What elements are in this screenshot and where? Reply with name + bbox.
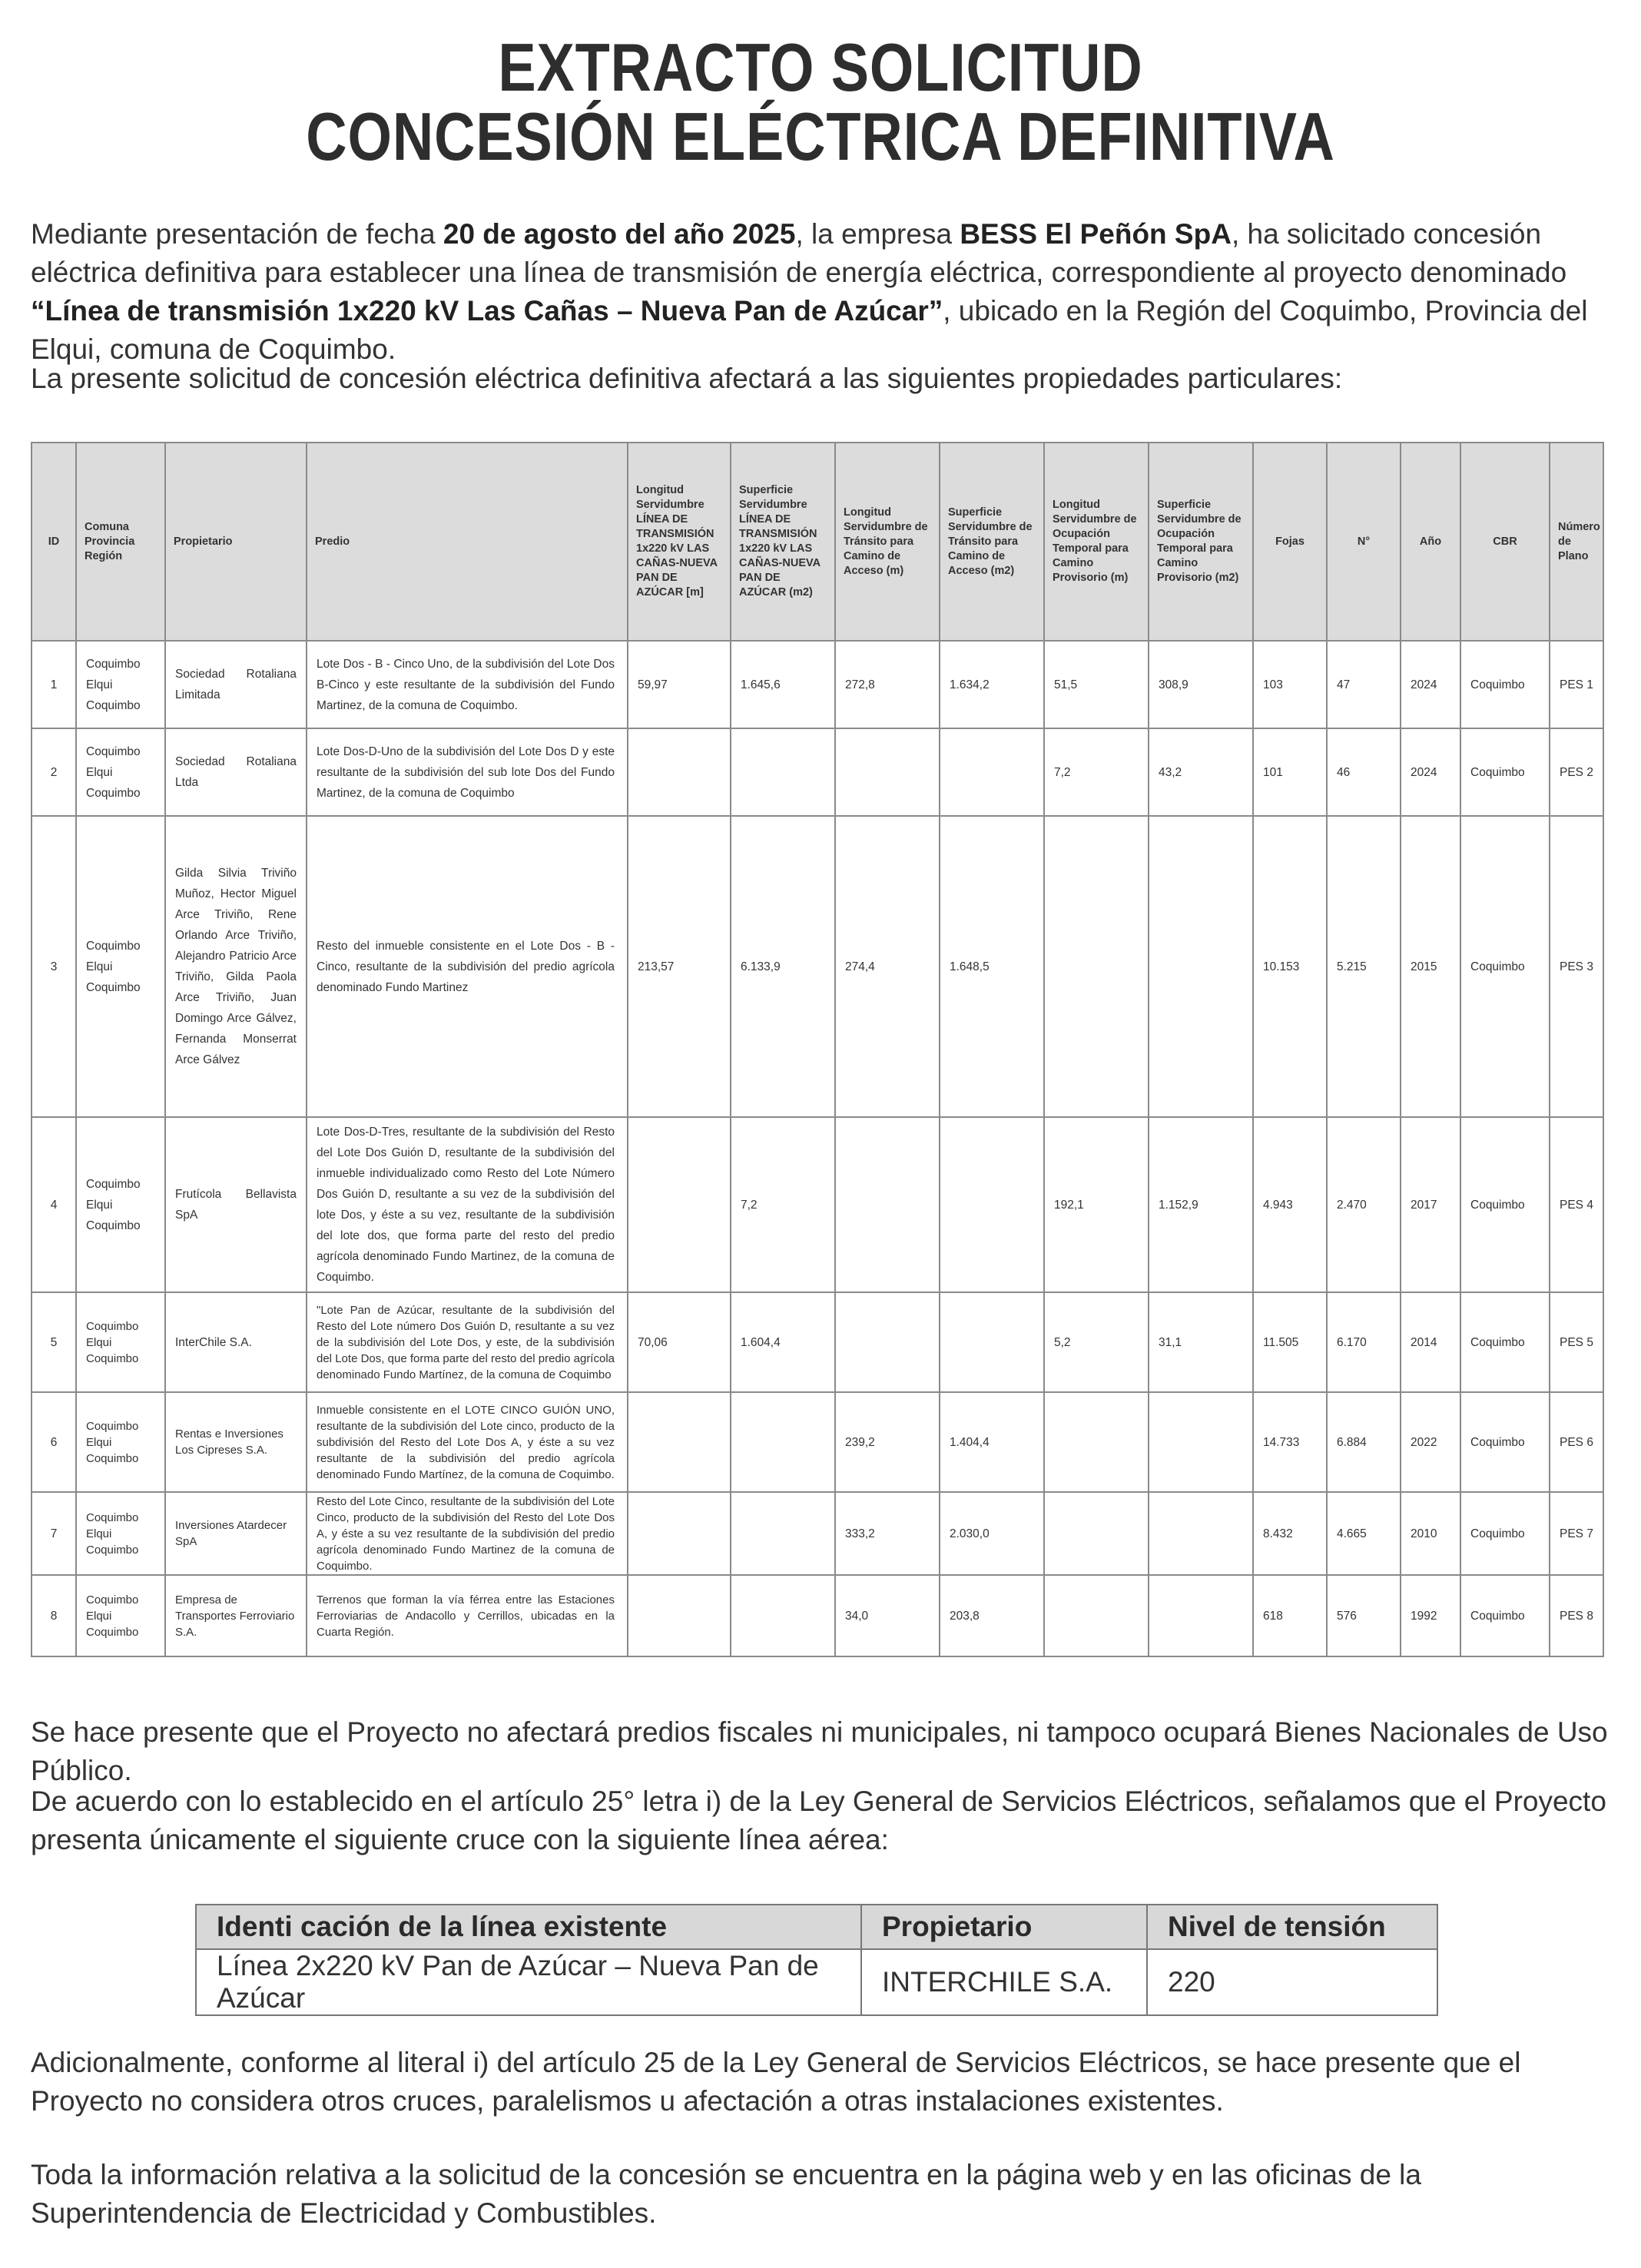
cell-plano: PES 8 <box>1550 1575 1603 1656</box>
cell-long-serv <box>628 1117 731 1292</box>
cell-plano: PES 3 <box>1550 816 1603 1117</box>
table-row <box>31 1492 1603 1575</box>
cell-comuna: Coquimbo Elqui Coquimbo <box>76 641 165 728</box>
cell-propietario: Sociedad Rotaliana Ltda <box>165 728 307 816</box>
cell-long-transito <box>835 1117 940 1292</box>
cell-sup-temporal: 31,1 <box>1149 1292 1253 1392</box>
title-line-1: EXTRACTO SOLICITUD <box>498 29 1143 105</box>
cell-long-temporal: 7,2 <box>1044 728 1149 816</box>
crossing-table <box>195 1904 1438 2016</box>
crossing-header-linea: Identi cación de la línea existente <box>196 1905 861 1949</box>
cell-long-temporal <box>1044 816 1149 1117</box>
cell-long-serv <box>628 728 731 816</box>
cell-plano: PES 1 <box>1550 641 1603 728</box>
cell-comuna: Coquimbo Elqui Coquimbo <box>76 1292 165 1392</box>
cell-fojas: 14.733 <box>1253 1392 1327 1492</box>
cell-fojas: 101 <box>1253 728 1327 816</box>
cell-comuna: Coquimbo Elqui Coquimbo <box>76 728 165 816</box>
cell-long-temporal <box>1044 1575 1149 1656</box>
table-row <box>31 1292 1603 1392</box>
cell-sup-transito: 1.648,5 <box>940 816 1044 1117</box>
cell-numero: 576 <box>1327 1575 1401 1656</box>
cell-sup-temporal <box>1149 1392 1253 1492</box>
cell-comuna: Coquimbo Elqui Coquimbo <box>76 1492 165 1575</box>
cell-long-transito <box>835 728 940 816</box>
cell-long-serv: 59,97 <box>628 641 731 728</box>
table-row <box>31 728 1603 816</box>
table-row <box>31 1117 1603 1292</box>
col-header-sup-serv: Superficie Servidumbre LÍNEA DE TRANSMISIÓN 1x220 kV LAS CAÑAS-NUEVA PAN DE AZÚCAR (m2) <box>731 443 835 641</box>
project-name: “Línea de transmisión 1x220 kV Las Cañas – Nueva Pan de Azúcar” <box>31 295 943 327</box>
cell-plano: PES 7 <box>1550 1492 1603 1575</box>
cell-long-temporal: 5,2 <box>1044 1292 1149 1392</box>
cell-comuna: Coquimbo Elqui Coquimbo <box>76 1392 165 1492</box>
cell-id: 4 <box>31 1117 76 1292</box>
cell-sup-transito <box>940 1292 1044 1392</box>
cell-propietario: InterChile S.A. <box>165 1292 307 1392</box>
cell-fojas: 10.153 <box>1253 816 1327 1117</box>
cell-comuna: Coquimbo Elqui Coquimbo <box>76 816 165 1117</box>
cell-anio: 2022 <box>1401 1392 1460 1492</box>
cell-cbr: Coquimbo <box>1460 1117 1550 1292</box>
intro-text-a: Mediante presentación de fecha <box>31 218 443 250</box>
cell-propietario: Sociedad Rotaliana Limitada <box>165 641 307 728</box>
table-row <box>31 641 1603 728</box>
col-header-long-temporal: Longitud Servidumbre de Ocupación Temporal para Camino Provisorio (m) <box>1044 443 1149 641</box>
crossing-header-row <box>196 1905 1437 1949</box>
cell-id: 3 <box>31 816 76 1117</box>
cell-numero: 6.884 <box>1327 1392 1401 1492</box>
cell-predio: Inmueble consistente en el LOTE CINCO GUIÓN UNO, resultante de la subdivisión del Lote cinco, producto de la subdivisión del Resto del Lote Dos A, y éste a su vez resultante de la subdivisión del predio agrícola denominado Fundo Martínez, de la comuna de Coquimbo. <box>307 1392 628 1492</box>
cell-sup-temporal <box>1149 1575 1253 1656</box>
cell-sup-serv: 1.604,4 <box>731 1292 835 1392</box>
cell-sup-serv <box>731 1575 835 1656</box>
cell-sup-temporal: 1.152,9 <box>1149 1117 1253 1292</box>
crossing-row <box>196 1949 1437 2015</box>
cell-id: 8 <box>31 1575 76 1656</box>
cell-plano: PES 5 <box>1550 1292 1603 1392</box>
cell-sup-transito: 203,8 <box>940 1575 1044 1656</box>
cell-long-transito <box>835 1292 940 1392</box>
cell-long-serv <box>628 1392 731 1492</box>
cell-plano: PES 6 <box>1550 1392 1603 1492</box>
cell-long-serv: 213,57 <box>628 816 731 1117</box>
cell-numero: 5.215 <box>1327 816 1401 1117</box>
cell-long-transito: 239,2 <box>835 1392 940 1492</box>
col-header-plano: Número de Plano <box>1550 443 1603 641</box>
cell-sup-temporal: 43,2 <box>1149 728 1253 816</box>
cell-propietario: Rentas e Inversiones Los Cipreses S.A. <box>165 1392 307 1492</box>
col-header-comuna: Comuna Provincia Región <box>76 443 165 641</box>
cell-cbr: Coquimbo <box>1460 1392 1550 1492</box>
col-header-fojas: Fojas <box>1253 443 1327 641</box>
cell-numero: 46 <box>1327 728 1401 816</box>
cell-fojas: 8.432 <box>1253 1492 1327 1575</box>
cell-id: 5 <box>31 1292 76 1392</box>
request-date: 20 de agosto del año 2025 <box>443 218 796 250</box>
cell-cbr: Coquimbo <box>1460 641 1550 728</box>
crossing-cell-linea: Línea 2x220 kV Pan de Azúcar – Nueva Pan de Azúcar <box>196 1949 861 2015</box>
cell-sup-transito: 2.030,0 <box>940 1492 1044 1575</box>
col-header-id: ID <box>31 443 76 641</box>
cell-anio: 2015 <box>1401 816 1460 1117</box>
cell-id: 2 <box>31 728 76 816</box>
cell-propietario: Empresa de Transportes Ferroviario S.A. <box>165 1575 307 1656</box>
cell-cbr: Coquimbo <box>1460 1492 1550 1575</box>
intro-text-c: , ha solicitado concesión eléctrica definitiva para establecer una línea de transmisión de energía eléctrica, correspondiente al proyecto denominado <box>31 218 1567 288</box>
cell-sup-serv: 7,2 <box>731 1117 835 1292</box>
cell-propietario: Inversiones Atardecer SpA <box>165 1492 307 1575</box>
cell-cbr: Coquimbo <box>1460 728 1550 816</box>
cell-predio: Lote Dos-D-Uno de la subdivisión del Lote Dos D y este resultante de la subdivisión del sub lote Dos del Fundo Martinez, de la comuna de Coquimbo <box>307 728 628 816</box>
cell-predio: Lote Dos - B - Cinco Uno, de la subdivisión del Lote Dos B-Cinco y este resultante de la subdivisión del Fundo Martinez, de la comuna de Coquimbo. <box>307 641 628 728</box>
cell-anio: 1992 <box>1401 1575 1460 1656</box>
company-name: BESS El Peñón SpA <box>960 218 1232 250</box>
cell-long-transito: 274,4 <box>835 816 940 1117</box>
table-header-row <box>31 443 1603 641</box>
additional-note: Adicionalmente, conforme al literal i) del artículo 25 de la Ley General de Servicios Eléctricos, se hace presente que el Proyecto no considera otros cruces, paralelismos u afectación a otras instalaciones existentes. <box>31 2047 1521 2117</box>
crossing-intro: De acuerdo con lo establecido en el artículo 25° letra i) de la Ley General de Servicios Eléctricos, señalamos que el Proyecto presenta únicamente el siguiente cruce con la siguiente línea aérea: <box>31 1786 1606 1855</box>
col-header-numero: N° <box>1327 443 1401 641</box>
crossing-header-propietario: Propietario <box>861 1905 1147 1949</box>
col-header-cbr: CBR <box>1460 443 1550 641</box>
cell-long-temporal <box>1044 1392 1149 1492</box>
col-header-anio: Año <box>1401 443 1460 641</box>
cell-long-transito: 333,2 <box>835 1492 940 1575</box>
cell-sup-serv <box>731 1392 835 1492</box>
cell-sup-serv <box>731 1492 835 1575</box>
cell-sup-serv <box>731 728 835 816</box>
information-note: Toda la información relativa a la solicitud de la concesión se encuentra en la página web y en las oficinas de la Superintendencia de Electricidad y Combustibles. <box>31 2159 1421 2229</box>
cell-numero: 4.665 <box>1327 1492 1401 1575</box>
cell-sup-serv: 6.133,9 <box>731 816 835 1117</box>
crossing-cell-propietario: INTERCHILE S.A. <box>861 1949 1147 2015</box>
cell-predio: Resto del Lote Cinco, resultante de la subdivisión del Lote Cinco, producto de la subdivisión del Resto del Lote Dos A, y éste a su vez resultante de la subdivisión del predio agrícola denominado Fundo Martinez de la comuna de Coquimbo. <box>307 1492 628 1575</box>
cell-comuna: Coquimbo Elqui Coquimbo <box>76 1575 165 1656</box>
intro-paragraph <box>31 215 1613 369</box>
cell-predio: Terrenos que forman la vía férrea entre las Estaciones Ferroviarias de Andacollo y Cerrillos, ubicadas en la Cuarta Región. <box>307 1575 628 1656</box>
col-header-sup-transito: Superficie Servidumbre de Tránsito para Camino de Acceso (m2) <box>940 443 1044 641</box>
cell-fojas: 618 <box>1253 1575 1327 1656</box>
cell-fojas: 103 <box>1253 641 1327 728</box>
cell-numero: 47 <box>1327 641 1401 728</box>
cell-fojas: 4.943 <box>1253 1117 1327 1292</box>
cell-cbr: Coquimbo <box>1460 1292 1550 1392</box>
cell-sup-temporal: 308,9 <box>1149 641 1253 728</box>
cell-predio: Lote Dos-D-Tres, resultante de la subdivisión del Resto del Lote Dos Guión D, resultante de la subdivisión del inmueble individualizado como Resto del Lote Número Dos Guión D, resultante a su vez de la subdivisión del lote Dos, y éste a su vez, resultante de la subdivisión del lote dos, que forma parte del resto del predio agrícola denominado Fundo Martinez, de la comuna de Coquimbo. <box>307 1117 628 1292</box>
cell-long-serv <box>628 1575 731 1656</box>
cell-fojas: 11.505 <box>1253 1292 1327 1392</box>
cell-id: 7 <box>31 1492 76 1575</box>
intro-text-b: , la empresa <box>795 218 960 250</box>
table-row <box>31 816 1603 1117</box>
properties-table <box>31 442 1604 1657</box>
title-line-2: CONCESIÓN ELÉCTRICA DEFINITIVA <box>306 98 1335 174</box>
cell-predio: "Lote Pan de Azúcar, resultante de la subdivisión del Resto del Lote número Dos Guión D, resultante a su vez de la subdivisión del Lote Dos, y este, de la subdivisión del Lote Dos, que forma parte del resto del predio agrícola denominado Fundo Martínez, de la comuna de Coquimbo <box>307 1292 628 1392</box>
col-header-sup-temporal: Superficie Servidumbre de Ocupación Temporal para Camino Provisorio (m2) <box>1149 443 1253 641</box>
cell-sup-serv: 1.645,6 <box>731 641 835 728</box>
cell-long-temporal: 51,5 <box>1044 641 1149 728</box>
cell-comuna: Coquimbo Elqui Coquimbo <box>76 1117 165 1292</box>
cell-long-transito: 34,0 <box>835 1575 940 1656</box>
cell-sup-transito: 1.634,2 <box>940 641 1044 728</box>
cell-anio: 2024 <box>1401 728 1460 816</box>
cell-long-serv: 70,06 <box>628 1292 731 1392</box>
cell-sup-temporal <box>1149 816 1253 1117</box>
col-header-propietario: Propietario <box>165 443 307 641</box>
cell-anio: 2017 <box>1401 1117 1460 1292</box>
fiscal-note: Se hace presente que el Proyecto no afectará predios fiscales ni municipales, ni tampoco ocupará Bienes Nacionales de Uso Público. <box>31 1716 1608 1786</box>
cell-propietario: Frutícola Bellavista SpA <box>165 1117 307 1292</box>
crossing-header-tension: Nivel de tensión <box>1147 1905 1437 1949</box>
col-header-long-serv: Longitud Servidumbre LÍNEA DE TRANSMISIÓN 1x220 kV LAS CAÑAS-NUEVA PAN DE AZÚCAR [m] <box>628 443 731 641</box>
cell-long-temporal <box>1044 1492 1149 1575</box>
col-header-predio: Predio <box>307 443 628 641</box>
cell-sup-temporal <box>1149 1492 1253 1575</box>
cell-id: 6 <box>31 1392 76 1492</box>
cell-anio: 2010 <box>1401 1492 1460 1575</box>
cell-numero: 6.170 <box>1327 1292 1401 1392</box>
col-header-long-transito: Longitud Servidumbre de Tránsito para Camino de Acceso (m) <box>835 443 940 641</box>
cell-id: 1 <box>31 641 76 728</box>
cell-cbr: Coquimbo <box>1460 816 1550 1117</box>
cell-predio: Resto del inmueble consistente en el Lote Dos - B - Cinco, resultante de la subdivisión del predio agrícola denominado Fundo Martinez <box>307 816 628 1117</box>
cell-anio: 2024 <box>1401 641 1460 728</box>
cell-propietario: Gilda Silvia Triviño Muñoz, Hector Miguel Arce Triviño, Rene Orlando Arce Triviño, Alejandro Patricio Arce Triviño, Gilda Paola Arce Triviño, Juan Domingo Arce Gálvez, Fernanda Monserrat Arce Gálvez <box>165 816 307 1117</box>
cell-long-temporal: 192,1 <box>1044 1117 1149 1292</box>
cell-long-serv <box>628 1492 731 1575</box>
cell-plano: PES 4 <box>1550 1117 1603 1292</box>
table-row <box>31 1575 1603 1656</box>
table-row <box>31 1392 1603 1492</box>
cell-anio: 2014 <box>1401 1292 1460 1392</box>
cell-sup-transito <box>940 728 1044 816</box>
cell-sup-transito: 1.404,4 <box>940 1392 1044 1492</box>
cell-long-transito: 272,8 <box>835 641 940 728</box>
cell-cbr: Coquimbo <box>1460 1575 1550 1656</box>
properties-intro: La presente solicitud de concesión eléctrica definitiva afectará a las siguientes propiedades particulares: <box>31 363 1343 394</box>
cell-sup-transito <box>940 1117 1044 1292</box>
intro-text-d: , ubicado en la Región del Coquimbo, Provincia del Elqui, comuna de Coquimbo. <box>31 295 1588 365</box>
cell-plano: PES 2 <box>1550 728 1603 816</box>
cell-numero: 2.470 <box>1327 1117 1401 1292</box>
crossing-cell-tension: 220 <box>1147 1949 1437 2015</box>
